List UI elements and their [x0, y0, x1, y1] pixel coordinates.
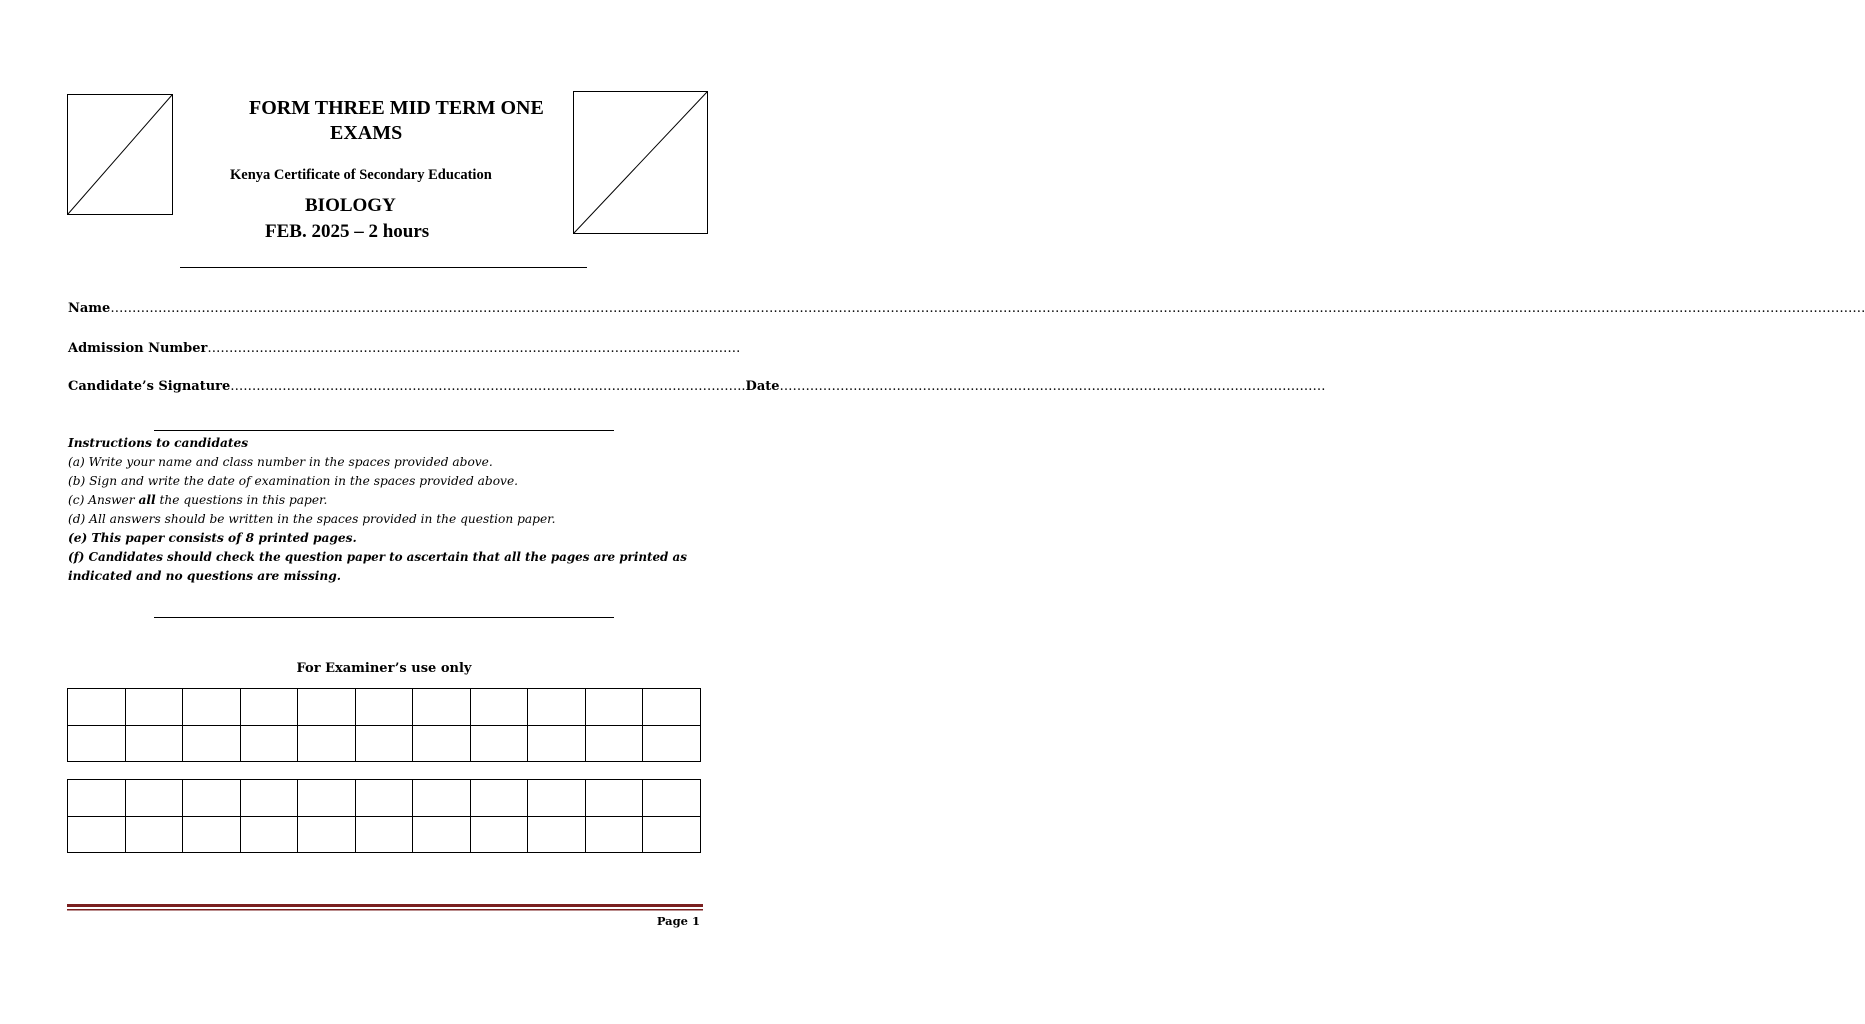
score-cell[interactable] — [240, 780, 298, 817]
score-cell[interactable] — [585, 816, 643, 853]
instruction-d: (d) All answers should be written in the spaces provided in the question paper. — [68, 512, 556, 526]
score-cell[interactable] — [470, 816, 528, 853]
subject-title: BIOLOGY — [305, 195, 396, 216]
score-cell[interactable] — [298, 725, 356, 762]
score-cell[interactable] — [68, 689, 126, 726]
score-cell[interactable] — [240, 689, 298, 726]
name-label: Name — [68, 301, 111, 316]
instruction-a: (a) Write your name and class number in the spaces provided above. — [68, 455, 493, 469]
score-cell[interactable] — [528, 780, 586, 817]
score-cell[interactable] — [298, 816, 356, 853]
exam-title-line1: FORM THREE MID TERM ONE — [249, 97, 544, 119]
instructions-divider — [154, 617, 614, 618]
instruction-b: (b) Sign and write the date of examination in the spaces provided above. — [68, 474, 519, 488]
score-cell[interactable] — [298, 780, 356, 817]
score-cell[interactable] — [355, 816, 413, 853]
score-cell[interactable] — [643, 816, 701, 853]
diagonal-line — [574, 92, 707, 233]
score-cell[interactable] — [68, 725, 126, 762]
score-cell[interactable] — [585, 725, 643, 762]
exam-subtitle: Kenya Certificate of Secondary Education — [230, 167, 492, 183]
exam-title-line2: EXAMS — [330, 122, 403, 144]
score-cell[interactable] — [183, 725, 241, 762]
score-cell[interactable] — [470, 689, 528, 726]
score-cell[interactable] — [183, 780, 241, 817]
instructions-heading: Instructions to candidates — [68, 436, 249, 450]
name-dots: ……………………………………………………………………………………………………………………………………………………………………………………………………………………………………………………………………………………………………………………………………………………………………… — [110, 301, 1865, 316]
right-corner-box — [573, 91, 708, 234]
instruction-c: (c) Answer all the questions in this paper. — [68, 493, 328, 507]
score-row — [68, 816, 701, 853]
admission-label: Admission Number — [68, 341, 208, 356]
instruction-f-line1: (f) Candidates should check the question paper to ascertain that all the pages are printed as — [68, 550, 687, 564]
score-cell[interactable] — [413, 780, 471, 817]
examiner-heading: For Examiner’s use only — [296, 661, 472, 676]
instruction-e: (e) This paper consists of 8 printed pages. — [68, 531, 357, 545]
score-cell[interactable] — [528, 816, 586, 853]
score-cell[interactable] — [643, 689, 701, 726]
score-cell[interactable] — [125, 816, 183, 853]
score-cell[interactable] — [585, 689, 643, 726]
score-cell[interactable] — [298, 689, 356, 726]
score-cell[interactable] — [470, 780, 528, 817]
date-label: Date — [745, 379, 780, 394]
score-cell[interactable] — [470, 725, 528, 762]
admission-dots: …………………………………………………………………………………………………………… — [207, 341, 741, 356]
diagonal-line — [68, 95, 172, 214]
admission-field[interactable] — [68, 341, 740, 356]
score-cell[interactable] — [240, 725, 298, 762]
score-cell[interactable] — [413, 689, 471, 726]
name-field[interactable] — [68, 301, 1865, 316]
score-cell[interactable] — [355, 689, 413, 726]
score-cell[interactable] — [355, 780, 413, 817]
score-cell[interactable] — [413, 816, 471, 853]
score-cell[interactable] — [125, 689, 183, 726]
header-divider — [180, 267, 587, 268]
footer-bar — [67, 904, 703, 912]
fields-divider — [154, 430, 614, 431]
score-cell[interactable] — [68, 780, 126, 817]
score-cell[interactable] — [68, 816, 126, 853]
score-cell[interactable] — [643, 725, 701, 762]
score-cell[interactable] — [240, 816, 298, 853]
score-cell[interactable] — [585, 780, 643, 817]
score-cell[interactable] — [125, 780, 183, 817]
signature-dots: ……………………………………………………………………………………………………….. — [230, 379, 746, 394]
instruction-f-line2: indicated and no questions are missing. — [68, 569, 342, 583]
score-cell[interactable] — [355, 725, 413, 762]
score-cell[interactable] — [413, 725, 471, 762]
date-dots: ……………………………………………………………………………………………………………… — [779, 379, 1326, 394]
score-cell[interactable] — [125, 725, 183, 762]
score-cell[interactable] — [643, 780, 701, 817]
instructions-block — [68, 434, 687, 586]
score-row — [68, 725, 701, 762]
score-cell[interactable] — [183, 816, 241, 853]
signature-label: Candidate’s Signature — [68, 379, 231, 394]
score-cell[interactable] — [528, 689, 586, 726]
page-number: Page 1 — [656, 914, 700, 928]
score-cell[interactable] — [528, 725, 586, 762]
signature-field[interactable] — [68, 379, 1326, 394]
left-corner-box — [67, 94, 173, 215]
exam-date-duration: FEB. 2025 – 2 hours — [265, 221, 430, 242]
examiner-score-table-1 — [67, 688, 701, 762]
examiner-score-table-2 — [67, 779, 701, 853]
score-row — [68, 689, 701, 726]
score-cell[interactable] — [183, 689, 241, 726]
score-row — [68, 780, 701, 817]
